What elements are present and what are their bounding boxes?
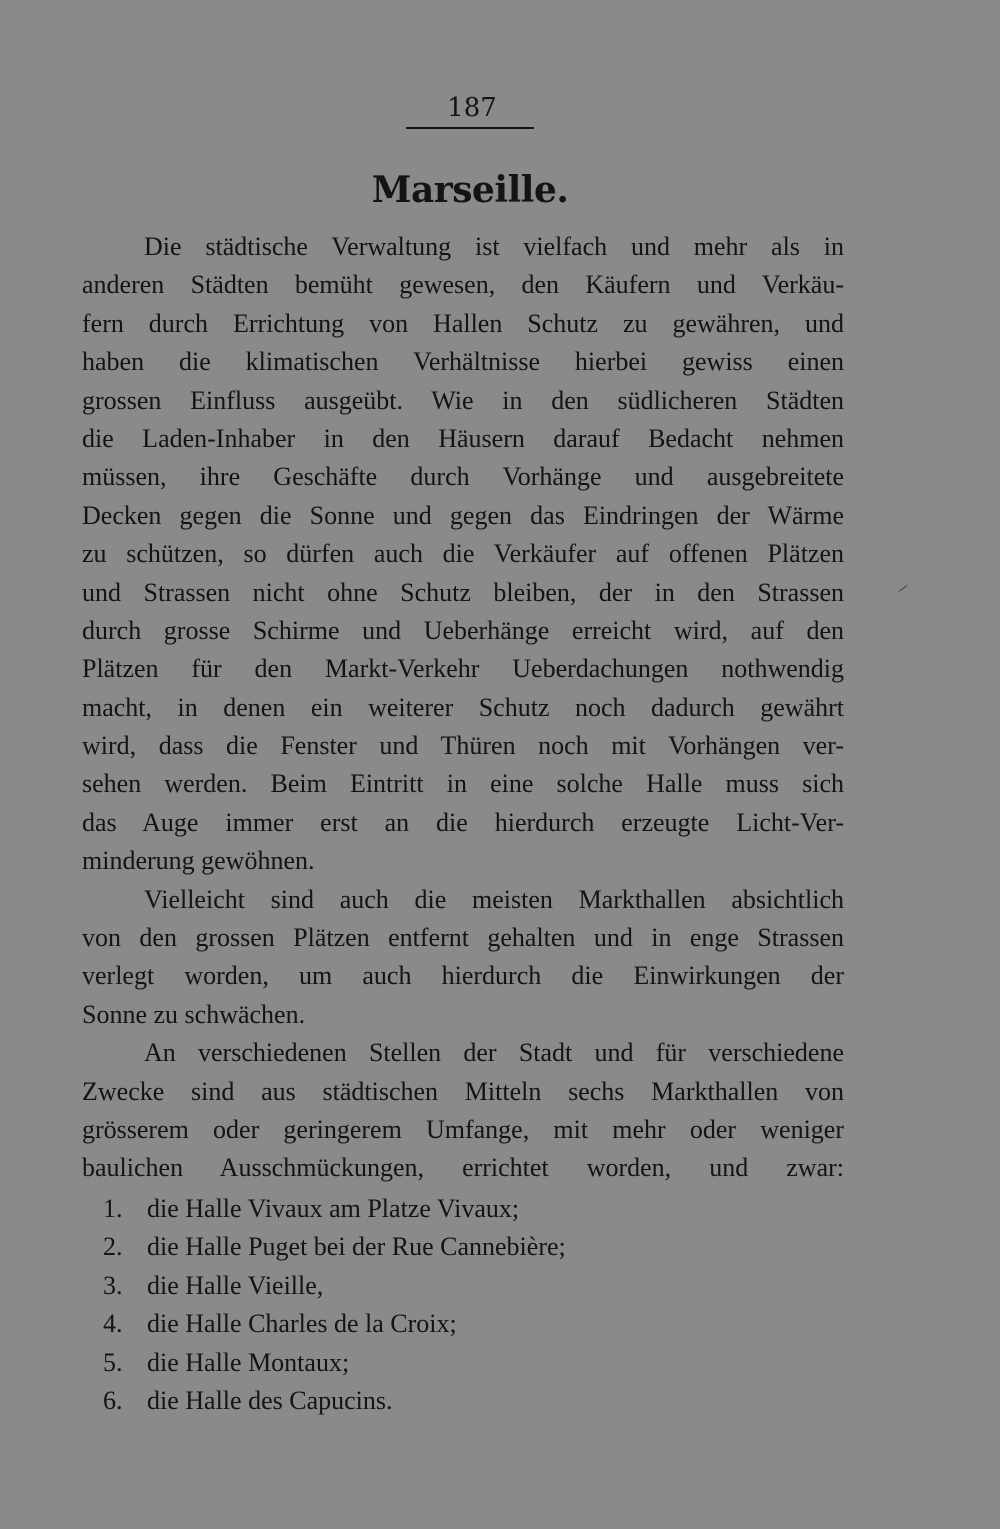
list-item-text: die Halle Vivaux am Platze Vivaux; (147, 1194, 520, 1223)
text-line: verlegt worden, um auch hierdurch die Einwirkungen der (82, 961, 844, 991)
paragraph-3 (82, 1034, 844, 1188)
text-line: Plätzen für den Markt-Verkehr Ueberdachungen nothwendig (82, 654, 844, 684)
list-item-text: die Halle Puget bei der Rue Cannebière; (147, 1232, 566, 1262)
list-item (103, 1190, 803, 1228)
text-line: Decken gegen die Sonne und gegen das Eindringen der Wärme (82, 500, 844, 530)
text-line: macht, in denen ein weiterer Schutz noch dadurch gewährt (82, 692, 844, 722)
text-line: wird, dass die Fenster und Thüren noch mit Vorhängen ver- (82, 731, 844, 761)
text-line: das Auge immer erst an die hierdurch erzeugte Licht-Ver- (82, 807, 844, 837)
list-item-text: die Halle des Capucins. (147, 1385, 393, 1415)
text-line: zu schützen, so dürfen auch die Verkäufer auf offenen Plätzen (82, 539, 844, 569)
text-line: grossen Einfluss ausgeübt. Wie in den südlicheren Städten (82, 385, 844, 415)
text-line: von den grossen Plätzen entfernt gehalten und in enge Strassen (82, 923, 844, 953)
list-item (103, 1305, 803, 1343)
list-item (103, 1267, 803, 1305)
list-item (103, 1382, 803, 1420)
list-item-number: 2. (103, 1232, 123, 1262)
text-line: Vielleicht sind auch die meisten Markthallen absichtlich (144, 884, 844, 914)
text-line: Zwecke sind aus städtischen Mitteln sechs Markthallen von (82, 1076, 844, 1106)
market-hall-list (103, 1190, 803, 1420)
list-item-text: die Halle Vieille, (147, 1270, 324, 1300)
list-item (103, 1228, 803, 1266)
text-line: müssen, ihre Geschäfte durch Vorhänge und ausgebreitete (82, 462, 844, 492)
list-item-number: 1. (103, 1194, 123, 1223)
list-item-number: 3. (103, 1270, 123, 1300)
text-line: durch grosse Schirme und Ueberhänge erreicht wird, auf den (82, 615, 844, 645)
scan-speck (899, 585, 908, 592)
chapter-title: Marseille. (371, 169, 569, 211)
paragraph-1 (82, 228, 844, 881)
page-number-rule (406, 127, 534, 129)
text-line: baulichen Ausschmückungen, errichtet worden, und zwar: (82, 1153, 844, 1183)
text-line: grösserem oder geringerem Umfange, mit mehr oder weniger (82, 1114, 844, 1144)
text-line: die Laden-Inhaber in den Häusern darauf Bedacht nehmen (82, 423, 844, 453)
page-number: 187 (447, 93, 497, 123)
text-line: fern durch Errichtung von Hallen Schutz zu gewähren, und (82, 308, 844, 338)
text-line: Die städtische Verwaltung ist vielfach und mehr als in (144, 232, 844, 261)
text-line: sehen werden. Beim Eintritt in eine solche Halle muss sich (82, 769, 844, 799)
paragraph-2 (82, 881, 844, 1035)
list-item-number: 4. (103, 1309, 123, 1339)
text-line: An verschiedenen Stellen der Stadt und für verschiedene (144, 1038, 844, 1068)
text-line: anderen Städten bemüht gewesen, den Käufern und Verkäu- (82, 270, 844, 300)
list-item-text: die Halle Montaux; (147, 1347, 350, 1377)
text-line: und Strassen nicht ohne Schutz bleiben, der in den Strassen (82, 577, 844, 607)
list-item-number: 6. (103, 1385, 123, 1415)
list-item-number: 5. (103, 1347, 123, 1377)
text-line: haben die klimatischen Verhältnisse hierbei gewiss einen (82, 347, 844, 377)
list-item (103, 1344, 803, 1382)
list-item-text: die Halle Charles de la Croix; (147, 1309, 457, 1339)
body-text (82, 228, 844, 1188)
text-line: minderung gewöhnen. (82, 846, 315, 876)
text-line: Sonne zu schwächen. (82, 999, 306, 1029)
